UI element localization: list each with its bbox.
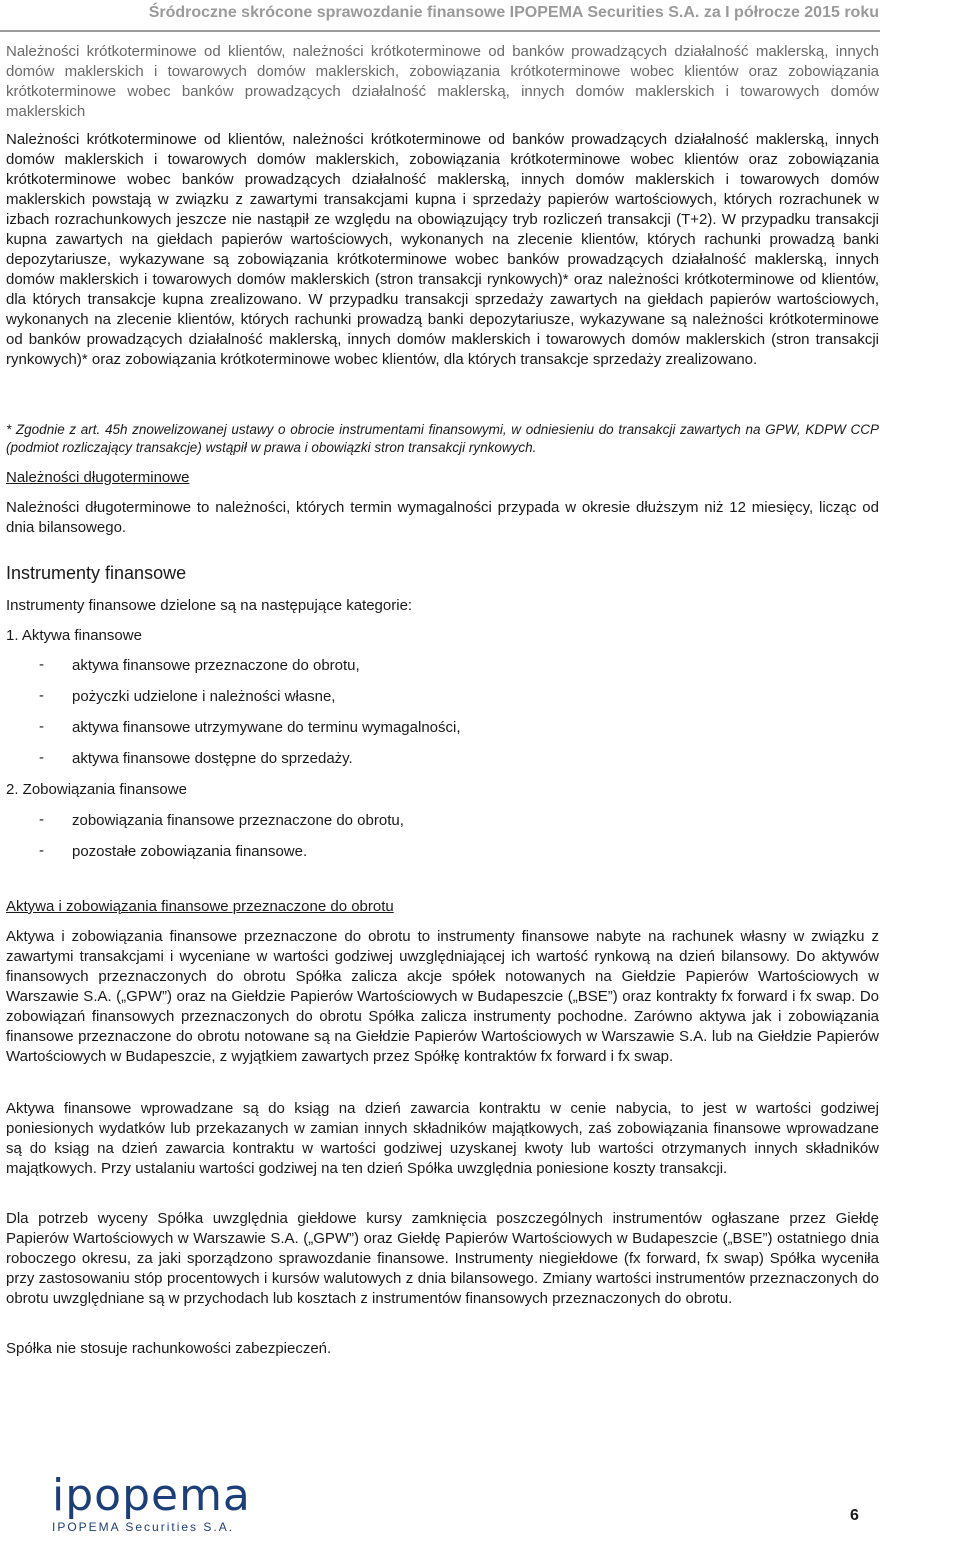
trading-paragraph-4: Spółka nie stosuje rachunkowości zabezpieczeń. xyxy=(6,1340,332,1357)
long-term-heading: Należności długoterminowe xyxy=(6,469,190,486)
list-item: aktywa finansowe przeznaczone do obrotu, xyxy=(72,657,360,674)
list-item: pożyczki udzielone i należności własne, xyxy=(72,688,336,705)
trading-paragraph-1: Aktywa i zobowiązania finansowe przeznaczone do obrotu to instrumenty finansowe nabyte na rachunek własny w związku z zawartymi transakcjami i wyceniane w wartości godziwej uwzględniającej ich wartość rynkową na dzień bilansowy. Do aktywów finansowych przeznaczonych do obrotu Spółka zalicza akcje spółek notowanych na Giełdzie Papierów Wartościowych w Warszawie S.A. („GPW”) oraz na Giełdzie Papierów Wartościowych w Budapeszcie („BSE”) oraz kontrakty fx forward i fx swap. Do zobowiązań finansowych przeznaczonych do obrotu Spółka zalicza instrumenty pochodne. Zarówno aktywa jak i zobowiązania finansowe przeznaczone do obrotu notowane są na Giełdzie Papierów Wartościowych w Warszawie S.A. lub na Giełdzie Papierów Wartościowych w Budapeszcie, z wyjątkiem zawartych przez Spółkę kontraktów fx forward i fx swap. xyxy=(6,928,879,1065)
list-dash: - xyxy=(39,749,44,766)
trading-paragraph-2: Aktywa finansowe wprowadzane są do ksiąg na dzień zawarcia kontraktu w cenie nabycia, to jest w wartości godziwej poniesionych wydatków lub przekazanych w zamian innych składników majątkowych, zaś zobowiązania finansowe wprowadzane są do ksiąg na dzień zawarcia kontraktu w wartości godziwej uzyskanej kwoty lub wartości otrzymanych innych składników majątkowych. Przy ustalaniu wartości godziwej na ten dzień Spółka uwzględnia poniesione koszty transakcji. xyxy=(6,1100,879,1177)
list-dash: - xyxy=(39,811,44,828)
category-1: 1. Aktywa finansowe xyxy=(6,627,142,644)
page-number: 6 xyxy=(850,1507,859,1524)
list-item: aktywa finansowe utrzymywane do terminu wymagalności, xyxy=(72,719,461,736)
company-logo xyxy=(52,1470,251,1549)
header-divider xyxy=(0,30,880,32)
document-title: Śródroczne skrócone sprawozdanie finansowe IPOPEMA Securities S.A. za I półrocze 2015 roku xyxy=(148,4,879,21)
list-item: pozostałe zobowiązania finansowe. xyxy=(72,843,308,860)
long-term-paragraph: Należności długoterminowe to należności, których termin wymagalności przypada w okresie dłuższym niż 12 miesięcy, licząc od dnia bilansowego. xyxy=(6,499,879,536)
list-dash: - xyxy=(39,656,44,673)
trading-heading: Aktywa i zobowiązania finansowe przeznaczone do obrotu xyxy=(6,898,394,915)
logo-wordmark: ipopema xyxy=(52,1470,251,1521)
list-item: aktywa finansowe dostępne do sprzedaży. xyxy=(72,750,353,767)
instruments-heading: Instrumenty finansowe xyxy=(6,563,187,583)
trading-paragraph-3: Dla potrzeb wyceny Spółka uwzględnia giełdowe kursy zamknięcia poszczególnych instrumentów ogłaszane przez Giełdę Papierów Wartościowych w Warszawie S.A. („GPW”) oraz Giełdę Papierów Wartościowych w Budapeszcie („BSE”) ostatniego dnia roboczego okresu, za jaki sporządzono sprawozdanie finansowe. Instrumenty niegiełdowe (fx forward, fx swap) Spółka wyceniła przy zastosowaniu stóp procentowych i kursów walutowych z dnia bilansowego. Zmiany wartości instrumentów przeznaczonych do obrotu uwzględniane są w przychodach lub kosztach z instrumentów finansowych przeznaczonych do obrotu. xyxy=(6,1210,879,1307)
list-dash: - xyxy=(39,718,44,735)
footnote: * Zgodnie z art. 45h znowelizowanej ustawy o obrocie instrumentami finansowymi, w odniesieniu do transakcji zawartych na GPW, KDPW CCP (podmiot rozliczający transakcje) wstąpił w prawa i obowiązki stron transakcji rynkowych. xyxy=(6,422,879,455)
logo-subtitle: IPOPEMA Securities S.A. xyxy=(52,1520,235,1534)
instruments-intro: Instrumenty finansowe dzielone są na następujące kategorie: xyxy=(6,597,413,614)
list-dash: - xyxy=(39,842,44,859)
list-dash: - xyxy=(39,687,44,704)
category-2: 2. Zobowiązania finansowe xyxy=(6,781,187,798)
receivables-heading: Należności krótkoterminowe od klientów, należności krótkoterminowe od banków prowadzących działalność maklerską, innych domów maklerskich i towarowych domów maklerskich, zobowiązania krótkoterminowe wobec klientów oraz zobowiązania krótkoterminowe wobec banków prowadzących działalność maklerską, innych domów maklerskich i towarowych domów maklerskich xyxy=(6,43,879,120)
list-item: zobowiązania finansowe przeznaczone do obrotu, xyxy=(72,812,404,829)
receivables-paragraph: Należności krótkoterminowe od klientów, należności krótkoterminowe od banków prowadzących działalność maklerską, innych domów maklerskich i towarowych domów maklerskich, zobowiązania krótkoterminowe wobec klientów oraz zobowiązania krótkoterminowe wobec banków prowadzących działalność maklerską, innych domów maklerskich i towarowych domów maklerskich powstają w związku z zawartymi transakcjami kupna i sprzedaży papierów wartościowych, których rozrachunek w izbach rozrachunkowych jeszcze nie nastąpił ze względu na obowiązujący tryb rozliczeń transakcji (T+2). W przypadku transakcji kupna zawartych na giełdach papierów wartościowych, wykonanych na zlecenie klientów, których rachunki prowadzą banki depozytariusze, wykazywane są zobowiązania krótkoterminowe wobec banków prowadzących działalność maklerską, innych domów maklerskich i towarowych domów maklerskich (stron transakcji rynkowych)* oraz należności krótkoterminowe od klientów, dla których transakcje kupna zrealizowano. W przypadku transakcji sprzedaży zawartych na giełdach papierów wartościowych, wykonanych na zlecenie klientów, których rachunki prowadzą banki depozytariusze, wykazywane są należności krótkoterminowe od banków prowadzących działalność maklerską, innych domów maklerskich i towarowych domów maklerskich (stron transakcji rynkowych)* oraz zobowiązania krótkoterminowe wobec klientów, dla których transakcje sprzedaży zrealizowano. xyxy=(6,131,879,368)
